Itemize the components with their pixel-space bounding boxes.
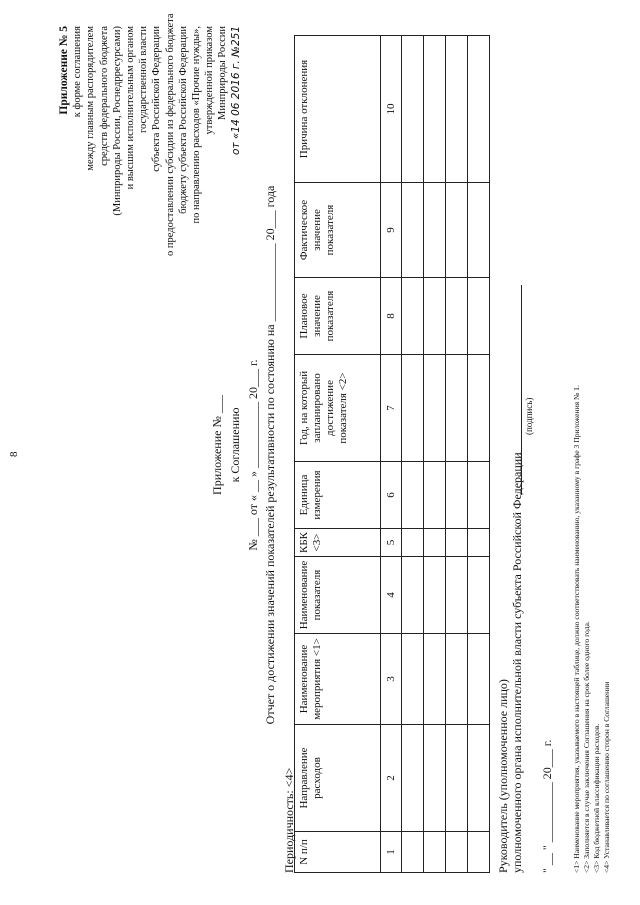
table-cell [446, 462, 468, 529]
appendix-5-line: государственной власти [138, 26, 150, 134]
table-cell [424, 355, 446, 462]
column-number: 7 [381, 355, 402, 462]
appendix-5-line: и высшим исполнительным органом [125, 26, 137, 190]
appendix-5-title: Приложение № 5 [58, 26, 70, 115]
table-cell [402, 278, 424, 355]
table-cell [446, 634, 468, 725]
appendix-5-line: по направлению расходов «Прочие нужды», [191, 26, 203, 224]
table-cell [446, 278, 468, 355]
appendix-subtitle: к Соглашению [228, 407, 242, 483]
table-cell [468, 725, 490, 832]
agreement-number-line: № ___ от « __ » ___________ 20___ г. [246, 359, 260, 551]
appendix-5-line: Минприроды России [217, 26, 229, 120]
table-cell [468, 634, 490, 725]
column-number: 10 [381, 36, 402, 183]
table-cell [424, 634, 446, 725]
table-cell [446, 36, 468, 183]
table-cell [402, 725, 424, 832]
table-header-cell: Единица измерения [295, 462, 381, 529]
appendix-5-line: бюджету субъекта Российской Федерации [177, 26, 189, 214]
report-table [294, 35, 490, 873]
table-cell [446, 725, 468, 832]
table-cell [446, 355, 468, 462]
table-header-cell: Плановое значение показателя [295, 278, 381, 355]
table-header-cell: Причина отклонения [295, 36, 381, 183]
table-row [402, 36, 424, 873]
table-header-cell: КБК <3> [295, 529, 381, 557]
table-cell [468, 529, 490, 557]
appendix-5-block [58, 13, 243, 256]
table-cell [424, 529, 446, 557]
table-cell [468, 832, 490, 873]
appendix-5-line: субъекта Российской Федерации [151, 26, 163, 172]
table-cell [468, 557, 490, 634]
table-cell [468, 36, 490, 183]
table-cell [424, 725, 446, 832]
appendix-title: Приложение № ___ [210, 395, 224, 495]
table-cell [424, 278, 446, 355]
table-header-row [295, 36, 381, 873]
appendix-5-line: средств федерального бюджета [98, 26, 110, 166]
report-title: Отчет о достижении значений показателей результативности по состоянию на _____________ 20___ года [263, 185, 277, 725]
table-cell [446, 529, 468, 557]
column-number: 1 [381, 832, 402, 873]
table-row [424, 36, 446, 873]
table-cell [402, 529, 424, 557]
footnote: <1> Наименование мероприятия, указываемого в настоящей таблице, должно соответствовать наименованию, указанному в графе 3 Приложения № 1. [572, 385, 581, 873]
footnote: <2> Заполняется в случае заключения Соглашения на срок более одного года. [582, 621, 591, 873]
head-signature-label: Руководитель (уполномоченное лицо) [496, 679, 510, 873]
table-header-cell: Направление расходов [295, 725, 381, 832]
column-number: 6 [381, 462, 402, 529]
table-header-cell: Наименование показателя [295, 557, 381, 634]
column-number: 5 [381, 529, 402, 557]
table-row [381, 36, 402, 873]
table-row [468, 36, 490, 873]
column-number: 8 [381, 278, 402, 355]
table-cell [402, 462, 424, 529]
table-cell [468, 462, 490, 529]
signature-date-line: " __ " __________ 20___ г. [540, 739, 554, 873]
appendix-5-line: о предоставлении субсидии из федерального бюджета [164, 13, 176, 256]
table-cell [424, 557, 446, 634]
appendix-5-line: между главным распорядителем [85, 26, 97, 171]
column-number: 3 [381, 634, 402, 725]
table-cell [424, 462, 446, 529]
table-cell [402, 832, 424, 873]
appendix-5-line: утвержденной приказом [204, 26, 216, 135]
table-cell [402, 355, 424, 462]
table-cell [446, 557, 468, 634]
table-header-cell: Наименование мероприятия <1> [295, 634, 381, 725]
footnote: <4> Устанавливается по соглашению сторон в Соглашении [602, 681, 611, 873]
appendix-5-line: к форме соглашения [72, 26, 84, 118]
page-number: 8 [8, 451, 20, 457]
column-number: 4 [381, 557, 402, 634]
table-cell [424, 183, 446, 278]
column-number: 9 [381, 183, 402, 278]
column-number: 2 [381, 725, 402, 832]
table-header-cell: Фактическое значение показателя [295, 183, 381, 278]
appendix-5-line: (Минприроды России, Роснедрресурсами) [111, 26, 123, 216]
table-cell [424, 832, 446, 873]
table-header-cell: Год, на который запланировано достижение показателя <2> [295, 355, 381, 462]
periodicity-label: Периодичность: <4> [282, 767, 296, 873]
table-header-cell: N п/п [295, 832, 381, 873]
table-cell [468, 183, 490, 278]
table-cell [424, 36, 446, 183]
table-cell [402, 183, 424, 278]
signature-underline [521, 285, 522, 495]
signature-caption: (подпись) [524, 397, 534, 435]
table-cell [446, 183, 468, 278]
organization-label: уполномоченного органа исполнительной власти субъекта Российской Федерации [510, 452, 524, 873]
table-cell [446, 832, 468, 873]
table-cell [402, 36, 424, 183]
table-cell [468, 355, 490, 462]
table-row [446, 36, 468, 873]
footnote: <3> Код бюджетной классификации расходов. [592, 723, 601, 873]
table-cell [402, 557, 424, 634]
appendix-5-date-line: от «14 06 2016 г. №251 [229, 26, 242, 155]
table-cell [468, 278, 490, 355]
table-cell [402, 634, 424, 725]
